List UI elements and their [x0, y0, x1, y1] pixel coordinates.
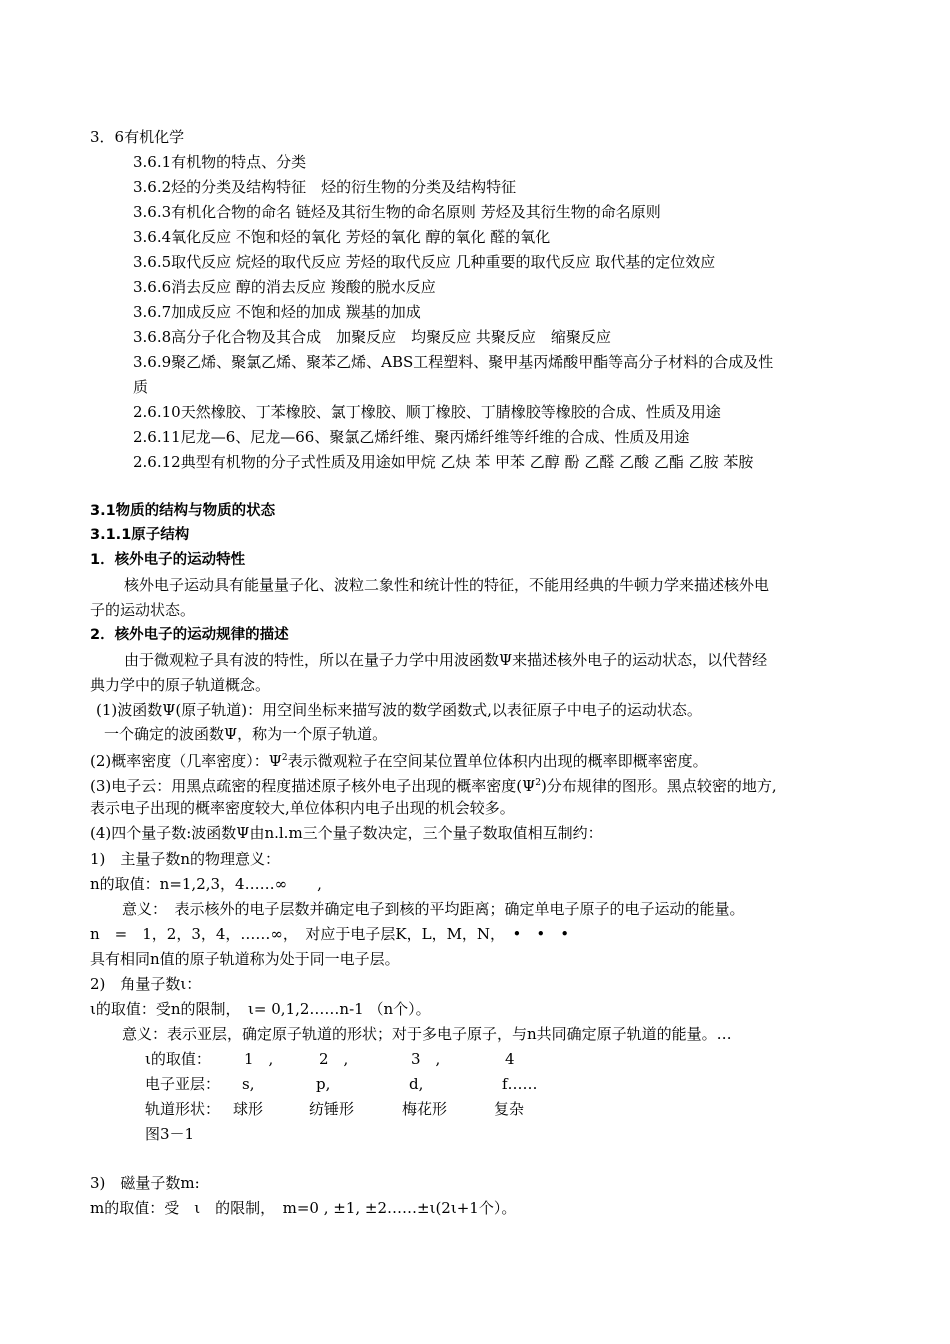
toc-item: 3.6.3有机化合物的命名 链烃及其衍生物的命名原则 芳烃及其衍生物的命名原则 [133, 203, 661, 221]
paragraph-line: (4)四个量子数:波函数Ψ由n.l.m三个量子数决定，三个量子数取值相互制约： [90, 824, 603, 842]
table-cell: f…… [502, 1075, 538, 1093]
toc-item: 3.6.1有机物的特点、分类 [133, 153, 307, 171]
table-cell: 复杂 [494, 1100, 525, 1118]
toc-item: 2.6.12典型有机物的分子式性质及用途如甲烷 乙炔 苯 甲苯 乙醇 酚 乙醛 乙酸 乙酯 乙胺 苯胺 [133, 453, 754, 471]
toc-item: 3.6.8高分子化合物及其合成 加聚反应 均聚反应 共聚反应 缩聚反应 [133, 328, 611, 346]
paragraph-line: 3) 磁量子数m: [90, 1174, 200, 1192]
paragraph-line: 核外电子运动具有能量量子化、波粒二象性和统计性的特征，不能用经典的牛顿力学来描述核外电 [124, 576, 770, 594]
section-heading: 3.1物质的结构与物质的状态 [90, 503, 276, 519]
paragraph-line: ι的取值：受n的限制， ι= 0,1,2……n-1 （n个）。 [90, 1000, 431, 1018]
table-cell: s, [242, 1075, 255, 1093]
paragraph-line: 具有相同n值的原子轨道称为处于同一电子层。 [90, 950, 400, 968]
toc-item: 3.6.7加成反应 不饱和烃的加成 羰基的加成 [133, 303, 421, 321]
superscript: 2 [535, 778, 541, 788]
paragraph-line: 意义： 表示核外的电子层数并确定电子到核的平均距离；确定单电子原子的电子运动的能量。 [122, 900, 745, 918]
table-cell: p, [316, 1075, 331, 1093]
toc-item: 2.6.10天然橡胶、丁苯橡胶、氯丁橡胶、顺丁橡胶、丁腈橡胶等橡胶的合成、性质及用途 [133, 403, 721, 421]
toc-item: 3.6.6消去反应 醇的消去反应 羧酸的脱水反应 [133, 278, 436, 296]
subsection-heading: 3.1.1原子结构 [90, 527, 190, 543]
paragraph-line [90, 747, 708, 772]
text-segment: (2)概率密度（几率密度）：Ψ [90, 752, 282, 770]
paragraph-line: n = 1，2，3，4，……∞， 对应于电子层K，L，M，N， • • • [90, 925, 570, 943]
paragraph-line [90, 772, 777, 797]
text-segment: (3)电子云：用黑点疏密的程度描述原子核外电子出现的概率密度(Ψ [90, 777, 536, 795]
table-cell: 梅花形 [402, 1100, 448, 1118]
text-segment: 表示微观粒子在空间某位置单位体积内出现的概率即概率密度。 [287, 752, 708, 770]
paragraph-line: 1) 主量子数n的物理意义： [90, 850, 281, 868]
table-cell: 球形 [233, 1100, 264, 1118]
table-cell: 纺锤形 [309, 1100, 355, 1118]
toc-item: 3.6.4氧化反应 不饱和烃的氧化 芳烃的氧化 醇的氧化 醛的氧化 [133, 228, 551, 246]
table-cell: 电子亚层： [145, 1075, 221, 1093]
table-cell: 2 , [319, 1050, 349, 1068]
paragraph-line: n的取值：n=1,2,3，4……∞ , [90, 875, 322, 893]
paragraph-line: 意义：表示亚层，确定原子轨道的形状；对于多电子原子，与n共同确定原子轨道的能量。… [122, 1025, 732, 1043]
paragraph-line: 由于微观粒子具有波的特性，所以在量子力学中用波函数Ψ来描述核外电子的运动状态，以代替经 [124, 651, 768, 669]
toc-item: 3.6.2烃的分类及结构特征 烃的衍生物的分类及结构特征 [133, 178, 517, 196]
table-cell: d, [409, 1075, 424, 1093]
paragraph-line: m的取值：受 ι 的限制， m=0 , ±1, ±2……±ι(2ι+1个）。 [90, 1199, 517, 1217]
table-cell: 4 [505, 1050, 515, 1068]
superscript: 2 [281, 753, 288, 763]
paragraph-line: 子的运动状态。 [90, 601, 196, 619]
table-cell: 1 , [244, 1050, 274, 1068]
paragraph-line: 表示电子出现的概率密度较大,单位体积内电子出现的机会较多。 [90, 799, 515, 817]
paragraph-line: 一个确定的波函数Ψ，称为一个原子轨道。 [104, 725, 388, 743]
topic-heading: 2．核外电子的运动规律的描述 [90, 627, 289, 643]
toc-item: 质 [133, 378, 149, 396]
toc-heading: 3．6有机化学 [90, 128, 185, 146]
paragraph-line: 典力学中的原子轨道概念。 [90, 676, 271, 694]
table-cell: 3 , [411, 1050, 441, 1068]
paragraph-line: 2) 角量子数ι： [90, 975, 202, 993]
toc-item: 2.6.11尼龙—6、尼龙—66、聚氯乙烯纤维、聚丙烯纤维等纤维的合成、性质及用途 [133, 428, 690, 446]
text-segment: )分布规律的图形。黑点较密的地方, [541, 777, 777, 795]
table-cell: ι的取值： [145, 1050, 211, 1068]
figure-caption: 图3－1 [145, 1125, 195, 1143]
toc-item: 3.6.9聚乙烯、聚氯乙烯、聚苯乙烯、ABS工程塑料、聚甲基丙烯酸甲酯等高分子材料的合成及性 [133, 353, 774, 371]
topic-heading: 1．核外电子的运动特性 [90, 552, 246, 568]
table-cell: 轨道形状： [145, 1100, 221, 1118]
toc-item: 3.6.5取代反应 烷烃的取代反应 芳烃的取代反应 几种重要的取代反应 取代基的定位效应 [133, 253, 716, 271]
paragraph-line: (1)波函数Ψ(原子轨道)：用空间坐标来描写波的数学函数式,以表征原子中电子的运动状态。 [96, 701, 702, 719]
